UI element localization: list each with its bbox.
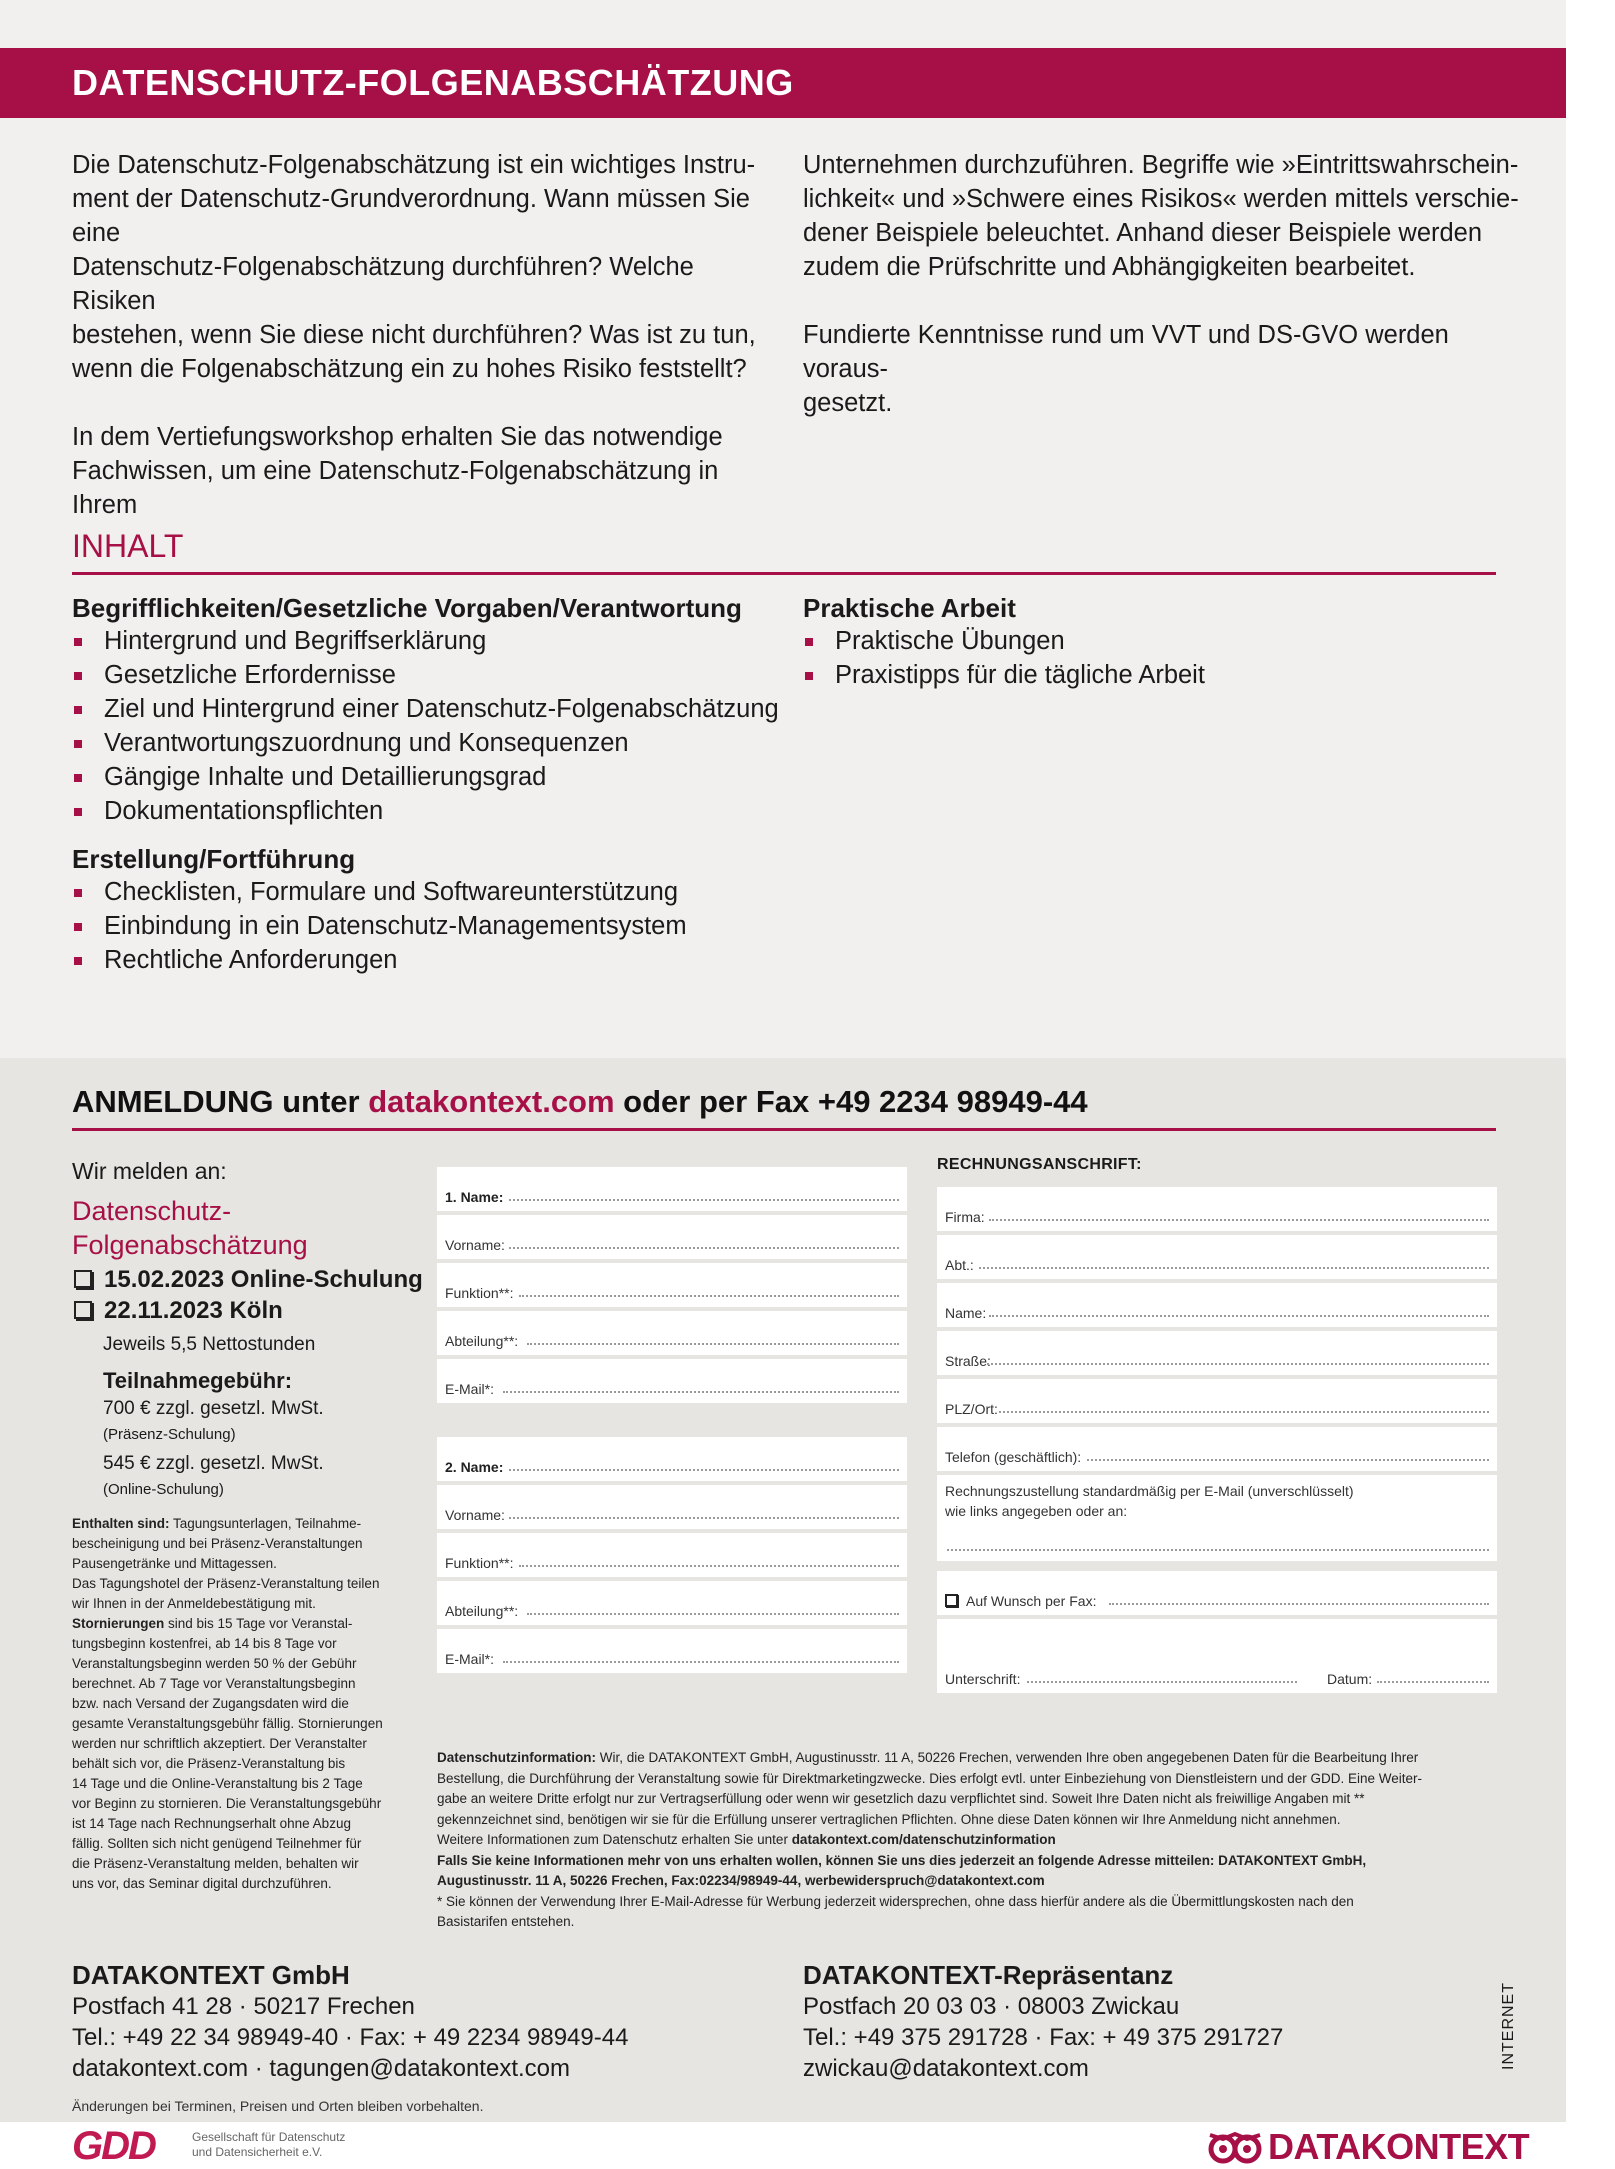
list-item: Praktische Übungen	[803, 624, 1503, 658]
billing-heading: RECHNUNGSANSCHRIFT:	[937, 1156, 1142, 1173]
list-item: Gängige Inhalte und Detaillierungsgrad	[72, 760, 792, 794]
disclaimer: Änderungen bei Terminen, Preisen und Orten bleiben vorbehalten.	[72, 2098, 484, 2114]
person2-email-field[interactable]: E-Mail*:	[437, 1629, 907, 1673]
address-frechen: DATAKONTEXT GmbH Postfach 41 28 · 50217 Frechen Tel.: +49 22 34 98949-40 · Fax: + 49 2234 98949-44 datakontext.com · tagungen@datakontext.com	[72, 1960, 629, 2082]
bullet-square-icon	[74, 774, 82, 782]
bullet-square-icon	[74, 740, 82, 748]
gdd-text: Gesellschaft für Datenschutz und Datensicherheit e.V.	[192, 2130, 346, 2159]
bullet-square-icon	[74, 923, 82, 931]
checkbox-icon[interactable]	[74, 1270, 92, 1288]
intro-right: Unternehmen durchzuführen. Begriffe wie »Eintrittswahrschein- lichkeit« und »Schwere eines Risikos« werden mittels verschie- dener Beispiele beleuchtet. Anhand dieser Beispiele werden zudem die Prüfschritte und Abhängigkeiten bearbeitet. Fundierte Kenntnisse rund um VVT und DS-GVO werden voraus- gesetzt.	[803, 151, 1519, 417]
billing-department-field[interactable]: Abt.:	[937, 1235, 1497, 1279]
privacy-info: Datenschutzinformation: Wir, die DATAKONTEXT GmbH, Augustinusstr. 11 A, 50226 Frechen, verwenden Ihre oben angegebenen Daten für die Bearbeitung Ihrer Bestellung, die Durchführung der Veranstaltung sowie für Direktmarketingzwecke. Dies erfolgt evtl. unter Einbeziehung von Dienstleistern und der GDD. Eine Weiter- gabe an weitere Dritte erfolgt nur zur Vertragserfüllung oder wenn wir gesetzlich dazu verpflichtet sind. Soweit Ihre Daten nicht als freiwillige Angaben mit ** gekennzeichnet sind, benötigen wir sie für die Erfüllung unserer vertraglichen Pflichten. Ohne diese Daten können wir Ihre Anmeldung nicht annehmen. Weitere Informationen zum Datenschutz erhalten Sie unter datakontext.com/datenschutzinformation Falls Sie keine Informationen mehr von uns erhalten wollen, können Sie uns dies jederzeit an folgende Adresse mitteilen: DATAKONTEXT GmbH, Augustinusstr. 11 A, 50226 Frechen, Fax:02234/98949-44, werbewiderspruch@datakontext.com * Sie können der Verwendung Ihrer E-Mail-Adresse für Werbung jederzeit widersprechen, ohne dass hierfür andere als die Übermittlungskosten nach den Basistarifen entstehen.	[437, 1750, 1422, 1929]
conditions-text: Enthalten sind: Tagungsunterlagen, Teilnahme- bescheinigung und bei Präsenz-Veranstaltungen Pausengetränke und Mittagessen. Das Tagungshotel der Präsenz-Veranstaltung teilen wir Ihnen in der Anmeldebestätigung mit. Stornierungen sind bis 15 Tage vor Veranstal- tungsbeginn kostenfrei, ab 14 bis 8 Tage vor Veranstaltungsbeginn werden 50 % der Gebühr berechnet. Ab 7 Tage vor Veranstaltungsbeginn bzw. nach Versand der Zugangsdaten wird die gesamte Veranstaltungsgebühr fällig. Stornierungen werden nur schriftlich akzeptiert. Der Veranstalter behält sich vor, die Präsenz-Veranstaltung bis 14 Tage und die Online-Veranstaltung bis 2 Tage vor Beginn zu stornieren. Die Veranstaltungsgebühr ist 14 Tage nach Rechnungserhalt ohne Abzug fällig. Sollten sich nicht genügend Teilnehmer für die Präsenz-Veranstaltung melden, behalten wir uns vor, das Seminar digital durchzuführen.	[72, 1516, 383, 1891]
date-options	[74, 1264, 423, 1326]
datakontext-logo	[1208, 2126, 1568, 2166]
address-zwickau: DATAKONTEXT-Repräsentanz Postfach 20 03 03 · 08003 Zwickau Tel.: +49 375 291728 · Fax: + 49 375 291727 zwickau@datakontext.com	[803, 1960, 1284, 2082]
person2-firstname-field[interactable]: Vorname:	[437, 1485, 907, 1529]
list-item: Verantwortungszuordnung und Konsequenzen	[72, 726, 792, 760]
list-item: Einbindung in ein Datenschutz-Managementsystem	[72, 909, 792, 943]
person1-name-field[interactable]: 1. Name:	[437, 1167, 907, 1211]
list-item: Checklisten, Formulare und Softwareunterstützung	[72, 875, 792, 909]
inhalt-heading: INHALT	[72, 528, 184, 564]
page-title: DATENSCHUTZ-FOLGENABSCHÄTZUNG	[72, 62, 794, 103]
list-item: Dokumentationspflichten	[72, 794, 792, 828]
bullet-square-icon	[74, 889, 82, 897]
person1-function-field[interactable]: Funktion**:	[437, 1263, 907, 1307]
fee-1-note: (Präsenz-Schulung)	[103, 1426, 236, 1443]
bullet-square-icon	[74, 706, 82, 714]
course-name: Datenschutz- Folgenabschätzung	[72, 1196, 308, 1260]
fee-1: 700 € zzgl. gesetzl. MwSt.	[103, 1398, 324, 1419]
fee-2: 545 € zzgl. gesetzl. MwSt.	[103, 1453, 324, 1474]
bullet-square-icon	[74, 957, 82, 965]
signature-field[interactable]: Unterschrift: Datum:	[937, 1619, 1497, 1693]
billing-name-field[interactable]: Name:	[937, 1283, 1497, 1327]
person2-name-field[interactable]: 2. Name:	[437, 1437, 907, 1481]
owl-icon	[1208, 2130, 1262, 2166]
wir-melden-label: Wir melden an:	[72, 1158, 227, 1184]
billing-email-field[interactable]: Rechnungszustellung standardmäßig per E-Mail (unverschlüsselt) wie links angegeben oder an:	[937, 1475, 1497, 1561]
bullet-square-icon	[74, 638, 82, 646]
person1-department-field[interactable]: Abteilung**:	[437, 1311, 907, 1355]
bullet-square-icon	[805, 672, 813, 680]
inhalt-right-column	[803, 593, 1503, 692]
bullet-square-icon	[805, 638, 813, 646]
group-list	[72, 875, 792, 977]
fee-2-note: (Online-Schulung)	[103, 1481, 224, 1498]
fax-option-field[interactable]: Auf Wunsch per Fax:	[937, 1571, 1497, 1615]
group-title: Erstellung/Fortführung	[72, 844, 356, 874]
title-bar	[0, 48, 1566, 118]
billing-phone-field[interactable]: Telefon (geschäftlich):	[937, 1427, 1497, 1471]
privacy-link[interactable]: datakontext.com/datenschutzinformation	[791, 1832, 1056, 1847]
group-list	[72, 624, 792, 828]
inhalt-rule	[72, 572, 1496, 575]
date-option[interactable]: 22.11.2023 Köln	[74, 1295, 423, 1326]
list-item: Ziel und Hintergrund einer Datenschutz-Folgenabschätzung	[72, 692, 792, 726]
person1-email-field[interactable]: E-Mail*:	[437, 1359, 907, 1403]
date-option[interactable]: 15.02.2023 Online-Schulung	[74, 1264, 423, 1295]
vertical-label: INTERNET	[1500, 1982, 1517, 2070]
registration-link[interactable]: datakontext.com	[368, 1084, 615, 1119]
group-title: Begrifflichkeiten/Gesetzliche Vorgaben/Verantwortung	[72, 593, 742, 623]
billing-street-field[interactable]: Straße:	[937, 1331, 1497, 1375]
inhalt-left-column	[72, 593, 792, 977]
group-list	[803, 624, 1503, 692]
list-item: Praxistipps für die tägliche Arbeit	[803, 658, 1503, 692]
gdd-mark: GDD	[72, 2124, 155, 2168]
registration-title: ANMELDUNG unter datakontext.com oder per Fax +49 2234 98949-44	[72, 1084, 1088, 1119]
billing-city-field[interactable]: PLZ/Ort:	[937, 1379, 1497, 1423]
datakontext-wordmark: DATAKONTEXT	[1268, 2126, 1530, 2167]
list-item: Gesetzliche Erfordernisse	[72, 658, 792, 692]
fee-heading: Teilnahmegebühr:	[103, 1368, 293, 1393]
hours-text: Jeweils 5,5 Nettostunden	[103, 1334, 316, 1355]
group-title: Praktische Arbeit	[803, 593, 1016, 623]
person1-firstname-field[interactable]: Vorname:	[437, 1215, 907, 1259]
registration-rule	[72, 1128, 1496, 1131]
billing-company-field[interactable]: Firma:	[937, 1187, 1497, 1231]
bullet-square-icon	[74, 808, 82, 816]
list-item: Hintergrund und Begriffserklärung	[72, 624, 792, 658]
bullet-square-icon	[74, 672, 82, 680]
intro-left: Die Datenschutz-Folgenabschätzung ist ein wichtiges Instru- ment der Datenschutz-Grundverordnung. Wann müssen Sie eine Datenschutz-Folgenabschätzung durchführen? Welche Risiken bestehen, wenn Sie diese nicht durchführen? Was ist zu tun, wenn die Folgenabschätzung ein zu hohes Risiko feststellt? In dem Vertiefungsworkshop erhalten Sie das notwendige Fachwissen, um eine Datenschutz-Folgenabschätzung in Ihrem	[72, 151, 756, 519]
person2-department-field[interactable]: Abteilung**:	[437, 1581, 907, 1625]
checkbox-icon[interactable]	[74, 1301, 92, 1319]
checkbox-icon[interactable]	[945, 1594, 958, 1607]
person2-function-field[interactable]: Funktion**:	[437, 1533, 907, 1577]
list-item: Rechtliche Anforderungen	[72, 943, 792, 977]
